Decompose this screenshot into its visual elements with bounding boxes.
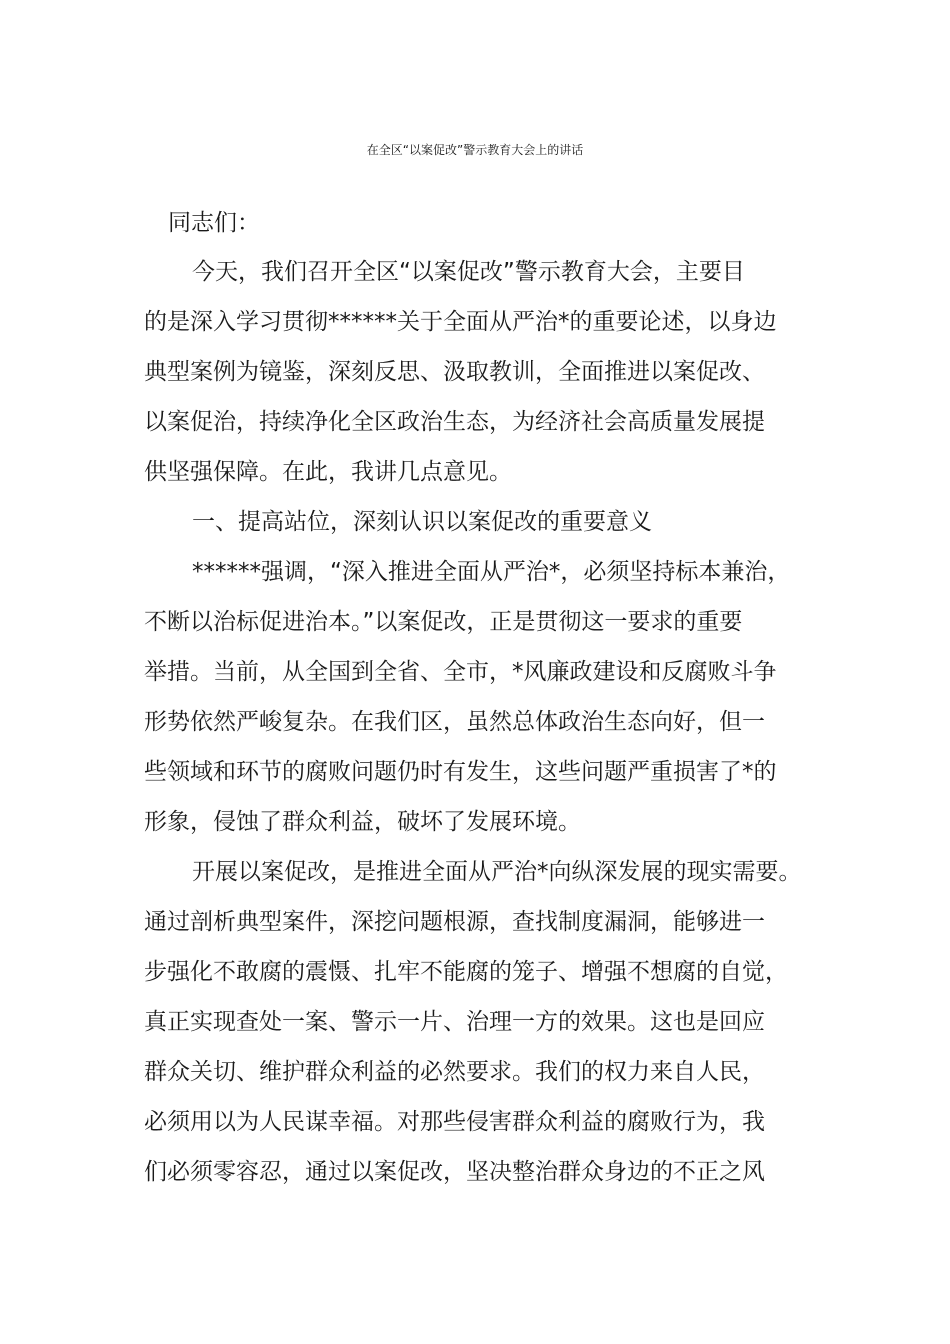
paragraph-line: 开展以案促改，是推进全面从严治*向纵深发展的现实需要。	[192, 859, 802, 885]
section-heading: 一、提高站位，深刻认识以案促改的重要意义	[192, 509, 652, 535]
paragraph-line: 供坚强保障。在此，我讲几点意见。	[144, 459, 512, 485]
salutation: 同志们：	[168, 210, 260, 236]
paragraph-line: 必须用以为人民谋幸福。对那些侵害群众利益的腐败行为，我	[144, 1109, 765, 1135]
paragraph-line: 通过剖析典型案件，深挖问题根源，查找制度漏洞，能够进一	[144, 909, 765, 935]
paragraph-line: 们必须零容忍，通过以案促改，坚决整治群众身边的不正之风	[144, 1159, 765, 1185]
paragraph-line: 的是深入学习贯彻******关于全面从严治*的重要论述，以身边	[144, 309, 777, 335]
document-title: 在全区“以案促改”警示教育大会上的讲话	[366, 143, 584, 157]
paragraph-line: 以案促治，持续净化全区政治生态，为经济社会高质量发展提	[144, 409, 765, 435]
paragraph-line: 不断以治标促进治本。”以案促改，正是贯彻这一要求的重要	[144, 609, 743, 635]
paragraph-line: 真正实现查处一案、警示一片、治理一方的效果。这也是回应	[144, 1009, 765, 1035]
paragraph-line: 些领域和环节的腐败问题仍时有发生，这些问题严重损害了*的	[144, 759, 777, 785]
paragraph-line: 形势依然严峻复杂。在我们区，虽然总体政治生态向好，但一	[144, 709, 765, 735]
paragraph-line: 举措。当前，从全国到全省、全市，*风廉政建设和反腐败斗争	[144, 659, 777, 685]
paragraph-line: 形象，侵蚀了群众利益，破坏了发展环境。	[144, 809, 581, 835]
paragraph-line: 典型案例为镜鉴，深刻反思、汲取教训，全面推进以案促改、	[144, 359, 765, 385]
paragraph-line: 今天，我们召开全区“以案促改”警示教育大会，主要目	[192, 259, 745, 285]
paragraph-line: 群众关切、维护群众利益的必然要求。我们的权力来自人民，	[144, 1059, 765, 1085]
paragraph-line: ******强调，“深入推进全面从严治*，必须坚持标本兼治，	[192, 559, 791, 585]
paragraph-line: 步强化不敢腐的震慑、扎牢不能腐的笼子、增强不想腐的自觉，	[144, 959, 788, 985]
